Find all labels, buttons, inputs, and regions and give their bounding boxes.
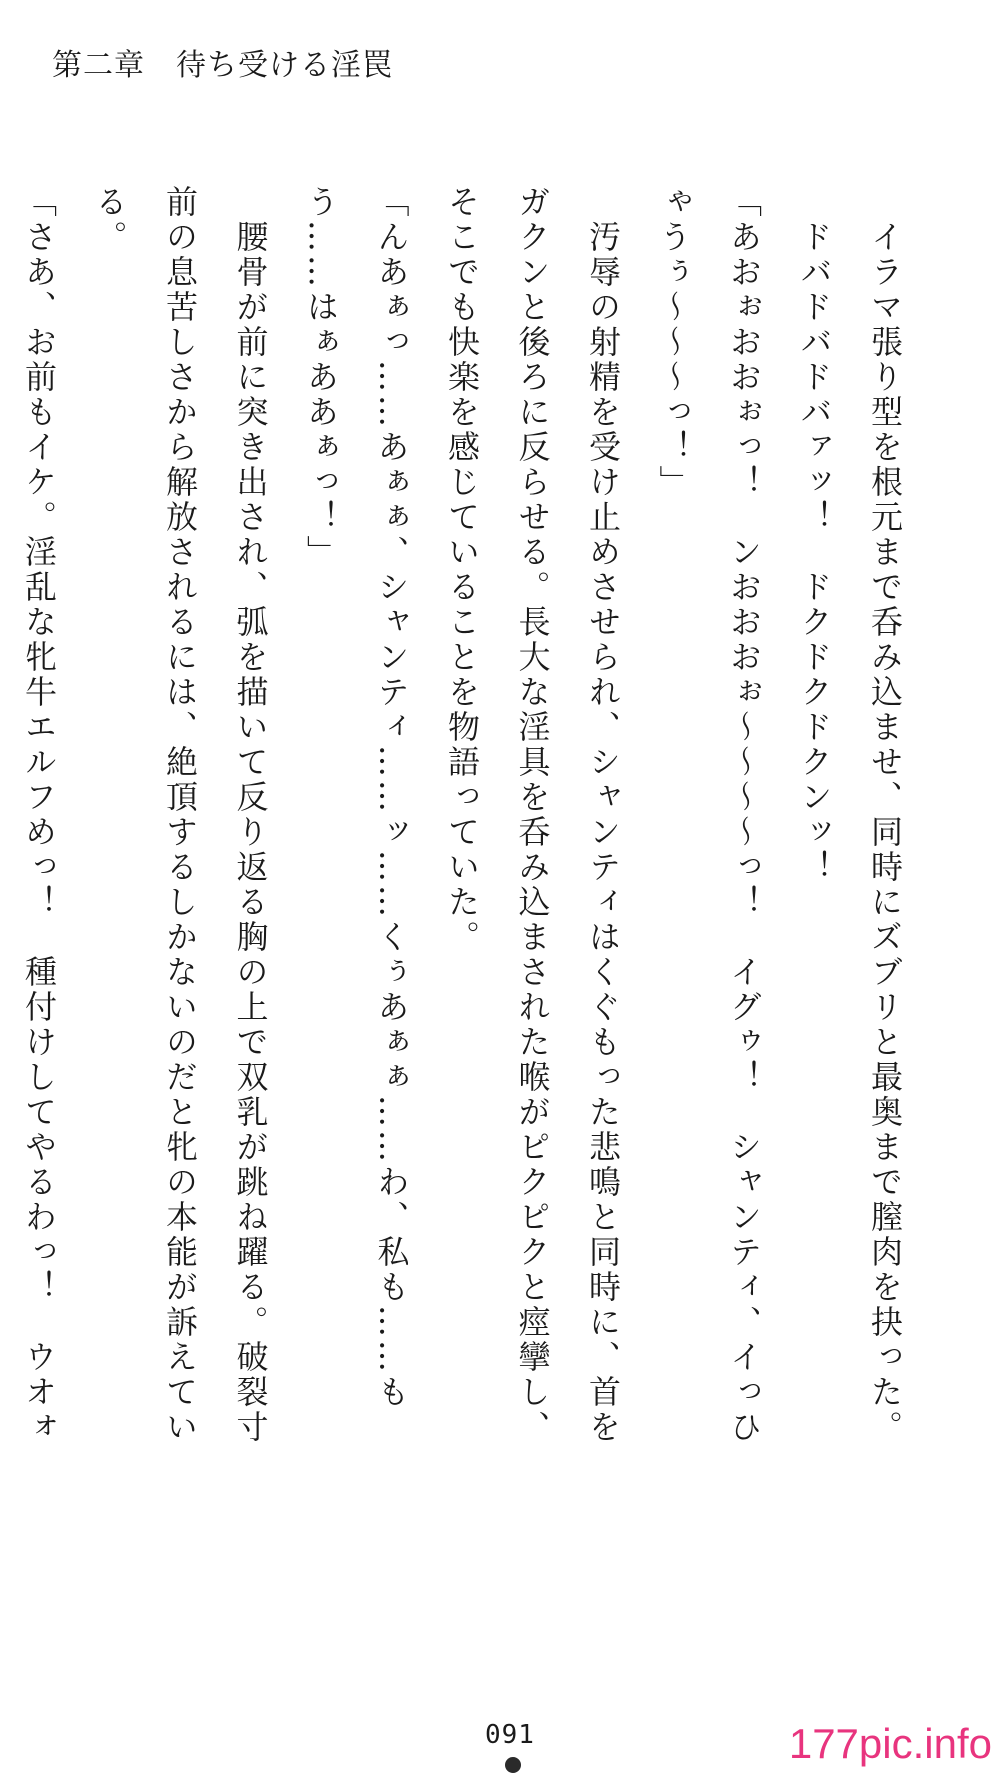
body-text (20, 185, 920, 1475)
paragraph: 腰骨が前に突き出され、弧を描いて反り返る胸の上で双乳が跳ね躍る。破裂寸前の息苦しさから解放されるには、絶頂するしかないのだと牝の本能が訴えている。 (90, 185, 270, 1445)
paragraph: 「あおぉおおぉっ！ ンおおおぉ〜〜〜〜っ！ イグゥ！ シャンティ、イっひゃうぅ〜〜〜っ！」 (654, 185, 763, 1445)
paragraph: イラマ張り型を根元まで呑み込ませ、同時にズブリと最奥まで膣肉を抉った。 (866, 185, 904, 1445)
watermark: 177pic.info (788, 1720, 992, 1767)
paragraph: 汚辱の射精を受け止めさせられ、シャンティはくぐもった悲鳴と同時に、首をガクンと後ろに反らせる。長大な淫具を呑み込まされた喉がピクピクと痙攣し、そこでも快楽を感じていることを物語っていた。 (443, 185, 622, 1445)
paragraph: 「さあ、お前もイケ。淫乱な牝牛エルフめっ！ 種付けしてやるわっ！ ウオォ (20, 185, 58, 1445)
running-head: 第二章 待ち受ける淫罠 (52, 48, 393, 83)
page-dot-ornament (505, 1757, 521, 1773)
page-number: 091 (485, 1720, 535, 1750)
paragraph: 「んあぁっ……あぁぁ、シャンティ……ッ……くぅあぁぁ……わ、私も……もう……はぁああぁっ！」 (302, 185, 411, 1410)
paragraph: ドバドバドバァッ！ ドクドクドクンッ！ (795, 185, 834, 885)
